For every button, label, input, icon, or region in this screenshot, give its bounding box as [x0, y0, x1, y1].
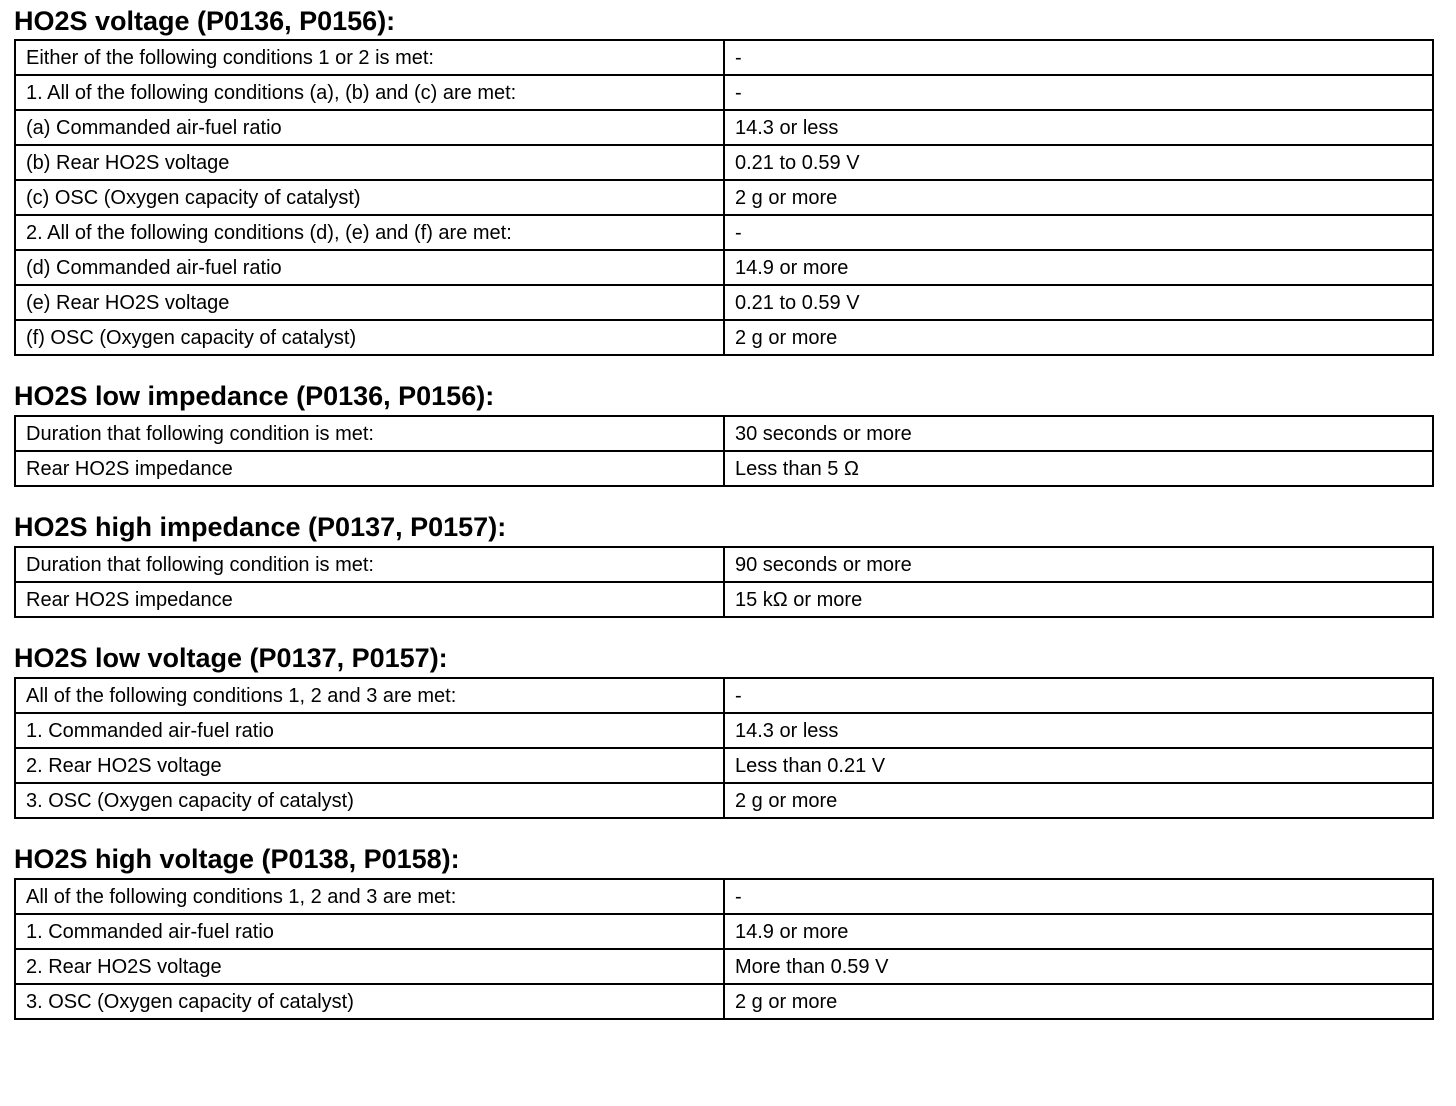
condition-cell: 1. Commanded air-fuel ratio: [15, 914, 724, 949]
value-cell: Less than 5 Ω: [724, 451, 1433, 486]
value-cell: 30 seconds or more: [724, 416, 1433, 451]
table-row: [15, 879, 1433, 914]
section-title: HO2S high voltage (P0138, P0158):: [14, 844, 460, 874]
value-cell: -: [724, 879, 1433, 914]
value-cell: 14.3 or less: [724, 713, 1433, 748]
condition-cell: Either of the following conditions 1 or 2 is met:: [15, 40, 724, 75]
value-cell: 14.9 or more: [724, 250, 1433, 285]
table-row: [15, 145, 1433, 180]
spec-table: [14, 677, 1434, 819]
condition-cell: (e) Rear HO2S voltage: [15, 285, 724, 320]
condition-cell: Duration that following condition is met:: [15, 547, 724, 582]
value-cell: 2 g or more: [724, 984, 1433, 1019]
section-title: HO2S high impedance (P0137, P0157):: [14, 512, 507, 542]
table-row: [15, 748, 1433, 783]
spec-table: [14, 546, 1434, 618]
table-row: [15, 215, 1433, 250]
condition-cell: 2. Rear HO2S voltage: [15, 748, 724, 783]
table-row: [15, 713, 1433, 748]
value-cell: 2 g or more: [724, 783, 1433, 818]
value-cell: -: [724, 678, 1433, 713]
value-cell: 15 kΩ or more: [724, 582, 1433, 617]
section-ho2s-voltage: [14, 0, 1432, 356]
value-cell: -: [724, 40, 1433, 75]
table-row: [15, 783, 1433, 818]
table-row: [15, 285, 1433, 320]
condition-cell: Rear HO2S impedance: [15, 582, 724, 617]
condition-cell: (d) Commanded air-fuel ratio: [15, 250, 724, 285]
table-row: [15, 40, 1433, 75]
table-row: [15, 75, 1433, 110]
section-ho2s-high-impedance: [14, 487, 1432, 618]
condition-cell: 2. Rear HO2S voltage: [15, 949, 724, 984]
condition-cell: All of the following conditions 1, 2 and 3 are met:: [15, 678, 724, 713]
condition-cell: Rear HO2S impedance: [15, 451, 724, 486]
value-cell: 0.21 to 0.59 V: [724, 145, 1433, 180]
value-cell: 14.9 or more: [724, 914, 1433, 949]
condition-cell: (c) OSC (Oxygen capacity of catalyst): [15, 180, 724, 215]
condition-cell: 2. All of the following conditions (d), (e) and (f) are met:: [15, 215, 724, 250]
section-title: HO2S low voltage (P0137, P0157):: [14, 643, 448, 673]
table-row: [15, 320, 1433, 355]
spec-table: [14, 415, 1434, 487]
value-cell: -: [724, 75, 1433, 110]
value-cell: 2 g or more: [724, 180, 1433, 215]
condition-cell: All of the following conditions 1, 2 and 3 are met:: [15, 879, 724, 914]
value-cell: 2 g or more: [724, 320, 1433, 355]
table-row: [15, 547, 1433, 582]
table-row: [15, 110, 1433, 145]
condition-cell: (a) Commanded air-fuel ratio: [15, 110, 724, 145]
table-row: [15, 180, 1433, 215]
spec-table: [14, 39, 1434, 356]
table-row: [15, 451, 1433, 486]
table-row: [15, 984, 1433, 1019]
document-page: [14, 0, 1432, 1020]
section-ho2s-low-voltage: [14, 618, 1432, 819]
condition-cell: (f) OSC (Oxygen capacity of catalyst): [15, 320, 724, 355]
table-row: [15, 582, 1433, 617]
value-cell: Less than 0.21 V: [724, 748, 1433, 783]
value-cell: 14.3 or less: [724, 110, 1433, 145]
table-row: [15, 678, 1433, 713]
condition-cell: (b) Rear HO2S voltage: [15, 145, 724, 180]
table-row: [15, 949, 1433, 984]
value-cell: 90 seconds or more: [724, 547, 1433, 582]
section-ho2s-low-impedance: [14, 356, 1432, 487]
table-row: [15, 250, 1433, 285]
section-ho2s-high-voltage: [14, 819, 1432, 1020]
table-row: [15, 914, 1433, 949]
section-title: HO2S low impedance (P0136, P0156):: [14, 381, 495, 411]
condition-cell: 1. All of the following conditions (a), (b) and (c) are met:: [15, 75, 724, 110]
value-cell: More than 0.59 V: [724, 949, 1433, 984]
table-row: [15, 416, 1433, 451]
spec-table: [14, 878, 1434, 1020]
condition-cell: Duration that following condition is met:: [15, 416, 724, 451]
value-cell: -: [724, 215, 1433, 250]
section-title: HO2S voltage (P0136, P0156):: [14, 6, 396, 36]
value-cell: 0.21 to 0.59 V: [724, 285, 1433, 320]
condition-cell: 3. OSC (Oxygen capacity of catalyst): [15, 783, 724, 818]
condition-cell: 1. Commanded air-fuel ratio: [15, 713, 724, 748]
condition-cell: 3. OSC (Oxygen capacity of catalyst): [15, 984, 724, 1019]
